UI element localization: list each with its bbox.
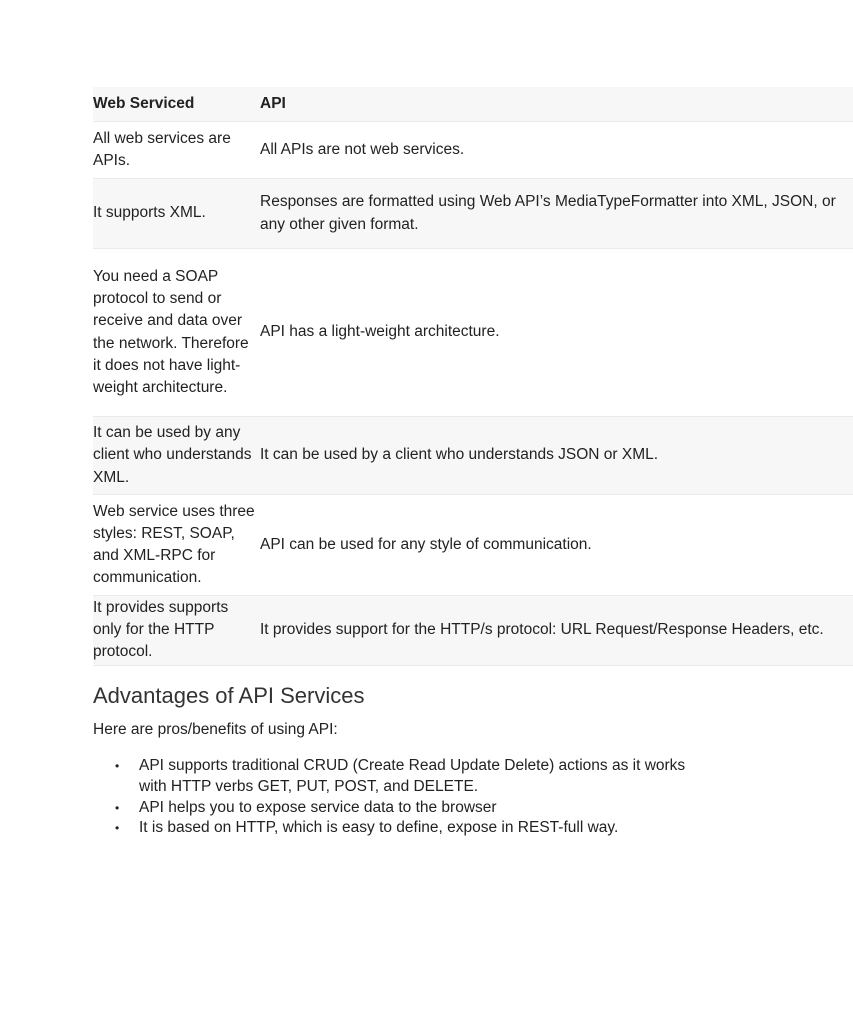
bullet-icon: • <box>115 821 120 836</box>
list-item-text: API supports traditional CRUD (Create Read Update Delete) actions as it works with HTTP verbs GET, PUT, POST, and DELETE. <box>139 757 686 795</box>
column-header-web-service: Web Serviced <box>93 94 195 112</box>
section-heading: Advantages of API Services <box>93 683 365 708</box>
bullet-icon: • <box>115 800 120 815</box>
table-row <box>93 122 853 179</box>
advantages-list <box>115 756 699 839</box>
web-service-cell: It provides supports only for the HTTP protocol. <box>93 599 229 661</box>
web-service-cell: Web service uses three styles: REST, SOAP, and XML-RPC for communication. <box>93 502 255 587</box>
table-row <box>93 249 853 417</box>
column-header-api: API <box>260 94 286 112</box>
api-cell: It can be used by a client who understands JSON or XML. <box>260 446 659 464</box>
table-row <box>93 596 853 666</box>
comparison-table <box>93 87 853 666</box>
list-item <box>115 818 699 839</box>
api-cell: It provides support for the HTTP/s protocol: URL Request/Response Headers, etc. <box>260 621 824 639</box>
list-item <box>115 798 699 819</box>
table-row <box>93 495 853 596</box>
api-cell: API can be used for any style of communication. <box>260 535 592 553</box>
bullet-icon: • <box>115 759 120 773</box>
api-cell: API has a light-weight architecture. <box>260 323 500 341</box>
api-cell: Responses are formatted using Web API’s MediaTypeFormatter into XML, JSON, or any other given format. <box>260 193 836 233</box>
web-service-cell: It supports XML. <box>93 204 206 222</box>
list-item-text: API helps you to expose service data to the browser <box>139 798 497 816</box>
table-row <box>93 179 853 249</box>
api-cell: All APIs are not web services. <box>260 140 465 158</box>
section-intro: Here are pros/benefits of using API: <box>93 721 338 738</box>
list-item <box>115 756 699 798</box>
table-row <box>93 417 853 495</box>
web-service-cell: You need a SOAP protocol to send or receive and data over the network. Therefore it does not have light-weight architecture. <box>93 267 249 396</box>
table-header-row <box>93 87 853 122</box>
web-service-cell: All web services are APIs. <box>93 129 231 169</box>
list-item-text: It is based on HTTP, which is easy to define, expose in REST-full way. <box>139 819 619 837</box>
web-service-cell: It can be used by any client who understands XML. <box>93 424 252 486</box>
